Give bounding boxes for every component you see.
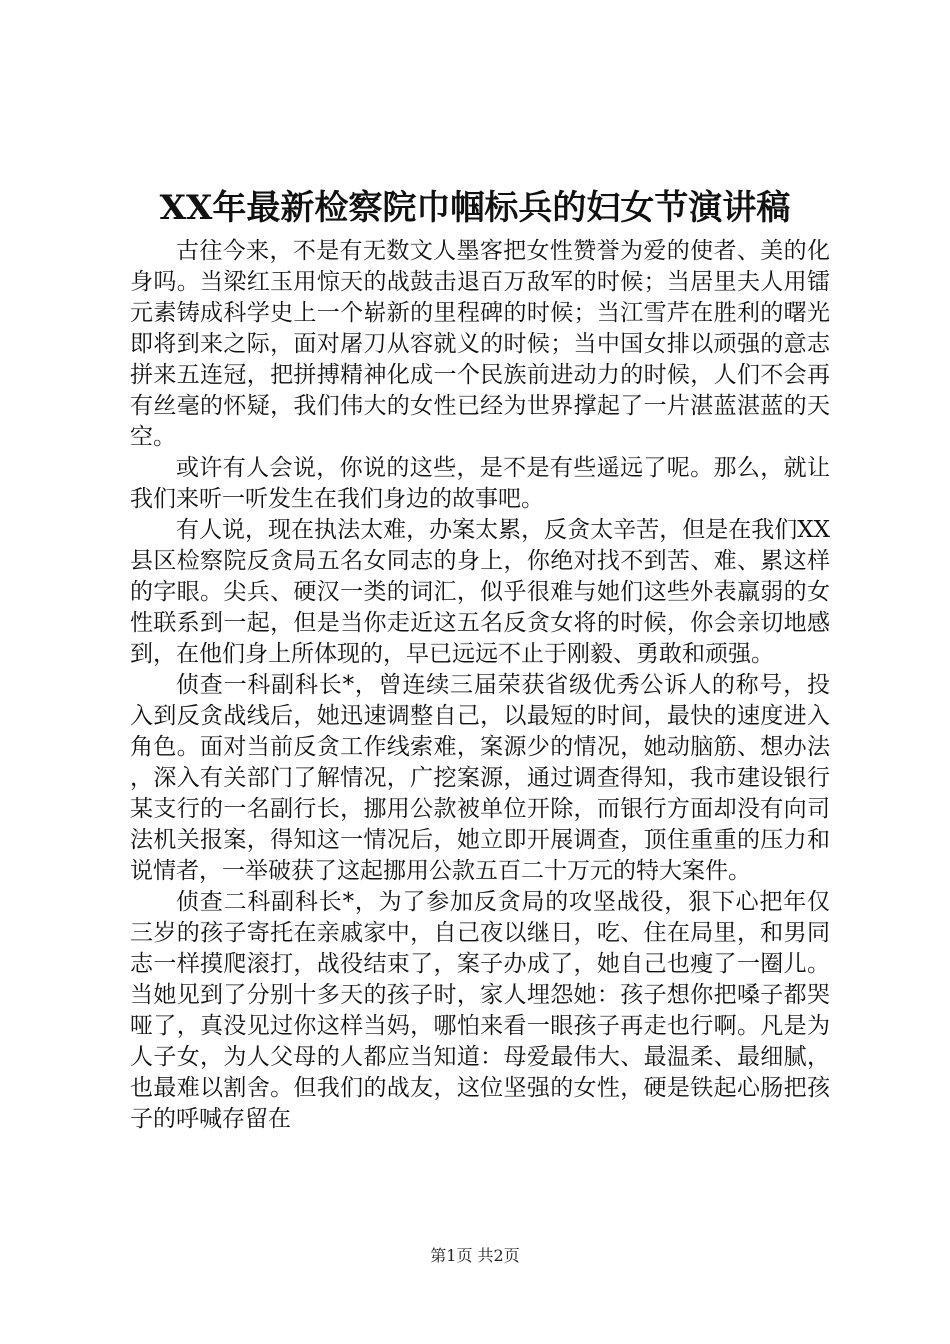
page-footer: 第1页 共2页 bbox=[430, 1246, 520, 1265]
paragraph-4: 侦查一科副科长*，曾连续三届荣获省级优秀公诉人的称号，投入到反贪战线后，她迅速调整自己，以最短的时间，最快的速度进入角色。面对当前反贪工作线索难，案源少的情况，她动脑筋、想办法，深入有关部门了解情况，广挖案源，通过调查得知，我市建设银行某支行的一名副行长，挪用公款被单位开除，而银行方面却没有向司法机关报案，得知这一情况后，她立即开展调查，顶住重重的压力和说情者，一举破获了这起挪用公款五百二十万元的特大案件。 bbox=[130, 672, 830, 884]
document-title: XX年最新检察院巾帼标兵的妇女节演讲稿 bbox=[159, 188, 791, 228]
paragraph-5: 侦查二科副科长*，为了参加反贪局的攻坚战役，狠下心把年仅三岁的孩子寄托在亲戚家中，自己夜以继日，吃、住在局里，和男同志一样摸爬滚打，战役结束了，案子办成了，她自己也瘦了一圈儿。当她见到了分别十多天的孩子时，家人埋怨她：孩子想你把嗓子都哭哑了，真没见过你这样当妈，哪怕来看一眼孩子再走也行啊。凡是为人子女，为人父母的人都应当知道：母爱最伟大、最温柔、最细腻，也最难以割舍。但我们的战友，这位坚强的女性，硬是铁起心肠把孩子的呼喊存留在 bbox=[130, 889, 830, 1132]
document-body bbox=[130, 236, 830, 1135]
paragraph-2: 或许有人会说，你说的这些，是不是有些遥远了呢。那么，就让我们来听一听发生在我们身边的故事吧。 bbox=[130, 455, 830, 512]
paragraph-3: 有人说，现在执法太难，办案太累，反贪太辛苦，但是在我们XX县区检察院反贪局五名女同志的身上，你绝对找不到苦、难、累这样的字眼。尖兵、硬汉一类的词汇，似乎很难与她们这些外表羸弱的女性联系到一起，但是当你走近这五名反贪女将的时候，你会亲切地感到，在他们身上所体现的，早已远远不止于刚毅、勇敢和顽强。 bbox=[130, 517, 830, 667]
paragraph-1: 古往今来，不是有无数文人墨客把女性赞誉为爱的使者、美的化身吗。当梁红玉用惊天的战鼓击退百万敌军的时候；当居里夫人用镭元素铸成科学史上一个崭新的里程碑的时候；当江雪芹在胜利的曙光即将到来之际，面对屠刀从容就义的时候；当中国女排以顽强的意志拼来五连冠，把拼搏精神化成一个民族前进动力的时候，人们不会再有丝毫的怀疑，我们伟大的女性已经为世界撑起了一片湛蓝湛蓝的天空。 bbox=[130, 238, 830, 450]
